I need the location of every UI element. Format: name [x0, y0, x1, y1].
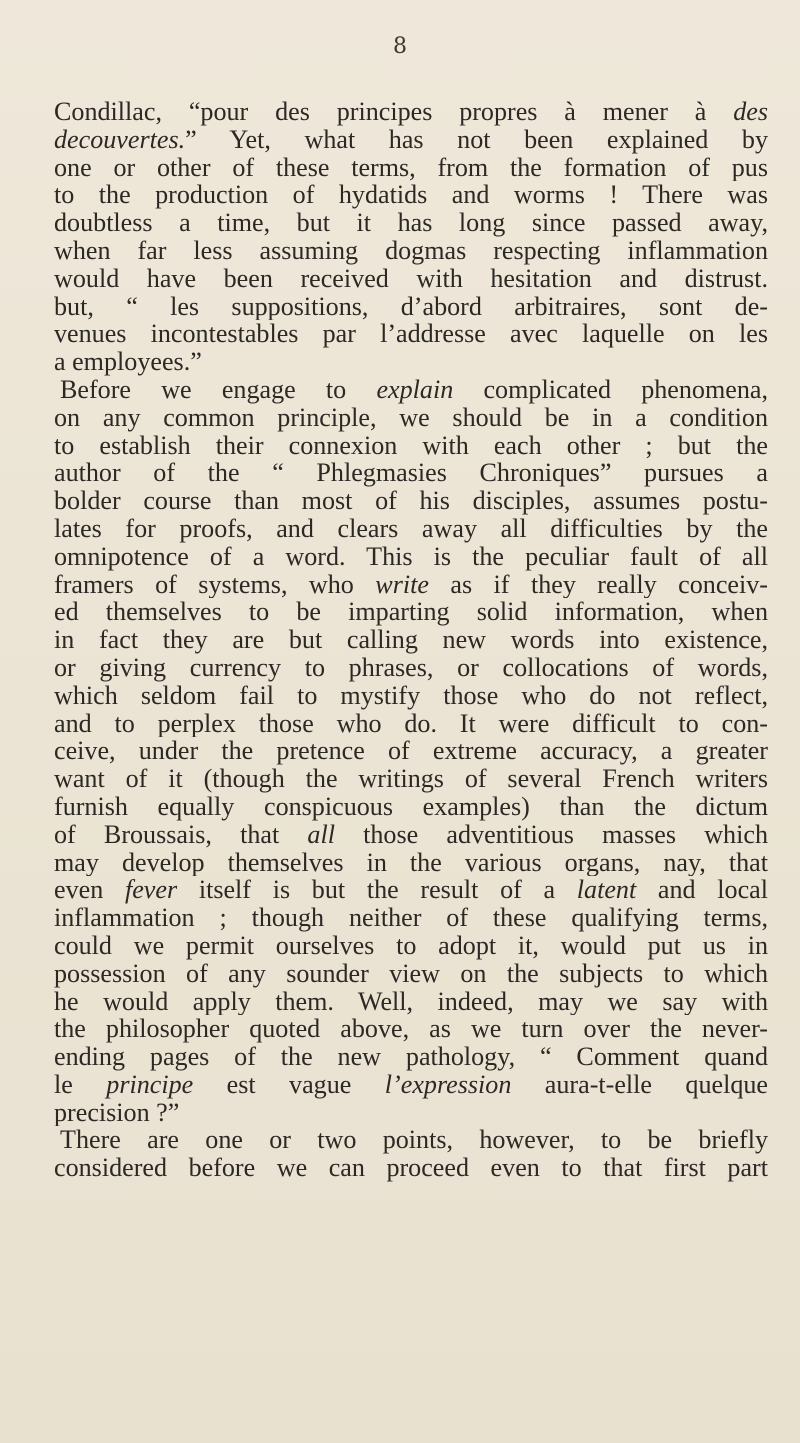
text-line: one or other of these terms, from the formation of pus [54, 153, 768, 182]
text-line: Condillac, “pour des principes propres à mener à des [54, 98, 768, 126]
text-line: ed themselves to be imparting solid information, when [54, 598, 768, 627]
text-line: or giving currency to phrases, or collocations of words, [54, 653, 768, 682]
text-line: venues incontestables par l’addresse avec laquelle on les [54, 320, 768, 349]
text-line: would have been received with hesitation and distrust. [54, 264, 768, 293]
text-line: even fever itself is but the result of a latent and local [54, 876, 768, 905]
body-text [54, 98, 768, 1182]
text-line: le principe est vague l’expression aura-t-elle quelque [54, 1070, 768, 1099]
text-line: to the production of hydatids and worms ! There was [54, 181, 768, 210]
text-line: Before we engage to explain complicated phenomena, [60, 375, 768, 404]
text-line: ceive, under the pretence of extreme accuracy, a greater [54, 737, 768, 766]
text-line: furnish equally conspicuous examples) than the dictum [54, 792, 768, 821]
text-line: may develop themselves in the various organs, nay, that [54, 848, 768, 877]
text-line: he would apply them. Well, indeed, may we say with [54, 987, 768, 1016]
page-number: 8 [393, 34, 407, 59]
text-line: author of the “ Phlegmasies Chroniques” pursues a [54, 459, 768, 488]
text-line: want of it (though the writings of several French writers [54, 765, 768, 793]
text-line: ending pages of the new pathology, “ Comment quand [54, 1043, 768, 1071]
text-line: considered before we can proceed even to that first part [54, 1154, 768, 1183]
text-line: omnipotence of a word. This is the peculiar fault of all [54, 542, 768, 571]
text-line: framers of systems, who write as if they really conceiv- [54, 570, 768, 599]
text-line: lates for proofs, and clears away all difficulties by the [54, 514, 768, 543]
text-line: possession of any sounder view on the subjects to which [54, 959, 768, 988]
text-line: to establish their connexion with each other ; but the [54, 431, 768, 460]
text-line: on any common principle, we should be in a condition [54, 403, 768, 432]
text-line: bolder course than most of his disciples, assumes postu- [54, 487, 768, 515]
text-line: when far less assuming dogmas respecting inflammation [54, 236, 768, 265]
text-line: decouvertes.” Yet, what has not been explained by [54, 125, 768, 154]
text-line: the philosopher quoted above, as we turn over the never- [54, 1015, 768, 1044]
text-line: precision ?” [54, 1098, 180, 1127]
text-line: but, “ les suppositions, d’abord arbitraires, sont de- [54, 292, 768, 321]
text-line: of Broussais, that all those adventitious masses which [54, 820, 768, 849]
text-line: inflammation ; though neither of these qualifying terms, [54, 904, 768, 932]
text-line: a employees.” [54, 348, 202, 376]
text-line: doubtless a time, but it has long since passed away, [54, 209, 768, 237]
text-line: in fact they are but calling new words into existence, [54, 626, 768, 654]
text-line: could we permit ourselves to adopt it, would put us in [54, 931, 768, 960]
text-line: which seldom fail to mystify those who do not reflect, [54, 681, 768, 710]
text-line: There are one or two points, however, to be briefly [60, 1126, 768, 1155]
text-line: and to perplex those who do. It were difficult to con- [54, 709, 768, 738]
